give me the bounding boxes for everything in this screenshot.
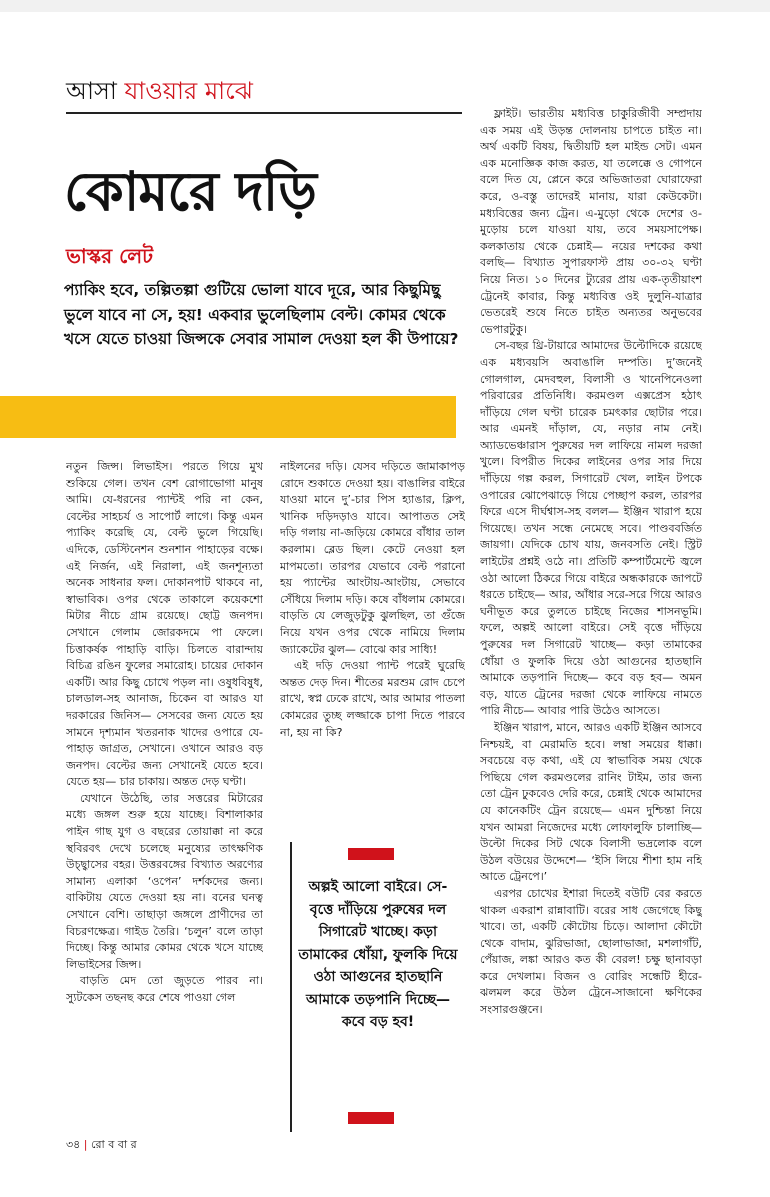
section-heading-highlight: যাওয়ার মাঝে bbox=[124, 77, 253, 105]
article-standfirst: প্যাকিং হবে, তল্পিতল্পা গুটিয়ে ভোলা যাবে দূরে, আর কিছুমিছু ভুলে যাবে না সে, হয়! একবার ভুলেছিলাম বেল্ট। কোমর থেকে খসে যেতে চাওয়া জিন্সকে সেবার সামাল দেওয়া হল কী উপায়ে? bbox=[64, 281, 459, 348]
paragraph: নতুন জিন্স। লিভাইস। পরতে গিয়ে মুখ শুকিয়ে গেল। তখন বেশ রোগাভোগা মানুষ আমি। যে-ধরনের প্যান্টই পরি না কেন, বেল্টের সাহচর্য ও সাপোর্ট লাগে। কিন্তু এমন প্যাকিং করেছি যে, বেল্ট ভুলে গিয়েছি। এদিকে, ডেস্টিনেশন শুনশান পাহাড়ের বক্ষে। এই নির্জন, এই নিরালা, এই জনশূন্যতা অনেক সাধনার ফল। দোকানপাট থাকবে না, স্বাভাবিক। ওপর থেকে তাকালে কয়েকশো মিটার নীচে গ্রাম রয়েছে। ছোট্ট জনপদ। সেখানে গেলাম জোরকদমে পা ফেলে। চিত্তাকর্ষক পাহাড়ি বাড়ি। চিলতে বারান্দায় বিচিত্র রঙিন ফুলের সমারোহ। চায়ের দোকান একটি। আর কিছু চোখে পড়ল না। ওষুধবিষুধ, চালডাল-সহ আনাজ, চিকেন বা আরও যা দরকারের জিনিস— সেসবের জন্য যেতে হয় সামনে দৃশ্যমান খতরনাক খাদের ওপারে যে-পাহাড় জাগ্রত, সেখানে। ওখানে আরও বড় জনপদ। বেল্টের জন্য সেখানেই যেতে হবে। যেতে হয়— চার চাকায়। অন্তত দেড় ঘণ্টা। bbox=[66, 460, 263, 789]
section-heading-prefix: আসা bbox=[66, 77, 117, 105]
article-headline: কোমরে দড়ি bbox=[64, 160, 316, 223]
footer-separator: | bbox=[83, 1138, 88, 1151]
pull-quote-top-bar bbox=[348, 848, 394, 860]
author-byline: ভাস্কর লেট bbox=[66, 244, 153, 268]
paragraph: এরপর চোখের ইশারা দিতেই বউটি বের করতে থাকল একরাশ রান্নাবাটি। বরের সাধ জেগেছে কিছু খাবে। তা, একটি কৌটোয় চিড়ে। আলাদা কৌটো থেকে বাদাম, ঝুরিভাজা, ছোলাভাজা, মশলাগাঁট, পেঁয়াজ, লঙ্কা আরও কত কী বেরল! চক্ষু ছানাবড়া করে দেখলাম। বিজন ও বোরিং সন্ধেটি হীরে-ঝলমল করে উঠল ট্রেনে-সাজানো ক্ষণিকের সংসারগুঞ্জনে। bbox=[480, 886, 702, 1017]
pull-quote-text: অল্পই আলো বাইরে। সে-বৃত্তে দাঁড়িয়ে পুরুষের দল সিগারেট খাচ্ছে। কড়া তামাকের ধোঁয়া, ফুলকি দিয়ে ওঠা আগুনের হাতছানি আমাকে তড়পানি দিচ্ছে— কবে বড় হব! bbox=[298, 879, 458, 1030]
paragraph: যেখানে উঠেছি, তার সত্তরের মিটারের মধ্যে জঙ্গল শুরু হয়ে যাচ্ছে। বিশালাকার পাইন গাছ যুগ ও বছরের তোয়াক্কা না করে স্থবিরবৎ দেখে চলেছে মনুষ্যের তাৎক্ষণিক উচ্ছ্বাসের বহর। উত্তরবঙ্গের বিখ্যাত অরণ্যের সামান্য এলাকা ‘ওপেন’ দর্শকদের জন্য। বাকিটায় যেতে দেওয়া হয় না। বনের ঘনত্ব সেখানে বেশি। তাছাড়া জঙ্গলে প্রাণীদের তা বিচরণক্ষেত্র। গাইড তৈরি। ‘চলুন’ বলে তাড়া দিচ্ছে। কিন্তু আমার কোমর থেকে খসে যাচ্ছে লিভাইসের জিন্স। bbox=[66, 791, 263, 971]
paragraph: ফ্লাইট। ভারতীয় মধ্যবিত্ত চাকুরিজীবী সম্প্রদায় এক সময় এই উড়ন্ত দোলনায় চাপতে চাইত না। অর্থ একটি বিষয়, দ্বিতীয়টি হল মাইন্ড সেট। এমন এক মনোজ্ঞিক কাজ করত, যা তলেক্কে ও গোপনে বলে দিত যে, প্লেনে করে অভিজাতরা ঘোরাফেরা করে, ও-বস্তু তাদেরই মানায়, যারা কেউকেটা। মধ্যবিত্তের জন্য ট্রেন। এ-মুড়ো থেকে দেশের ও-মুড়োয় চলে যাওয়া যায়, তবে সময়সাপেক্ষ। কলকাতায় থেকে চেন্নাই— নয়ের দশকের কথা বলছি— বিখ্যাত সুপারফাস্ট প্রায় ৩০-৩২ ঘণ্টা নিয়ে নিত। ১০ দিনের ট্যুরের প্রায় এক-তৃতীয়াংশ ট্রেনেই কাবার, কিন্তু মধ্যবিত্ত ওই দুলুনি-যাত্রার ভেতরেই শুষে নিতে চাইত অন্যতর অনুভবের ভেপারটুকু। bbox=[480, 107, 702, 336]
pull-quote-box bbox=[290, 842, 464, 1132]
page-footer bbox=[66, 1138, 137, 1152]
paragraph: নাইলনের দড়ি। যেসব দড়িতে জামাকাপড় রোদে শুকাতে দেওয়া হয়। বাঙালির বাইরে যাওয়া মানে দু’-চার পিস হ্যাঙার, ক্লিপ, খানিক দড়িদড়াও যাবে। আপাতত সেই দড়ি গলায় না-জড়িয়ে কোমরে বাঁধার তাল করলাম। ব্লেড ছিল। কেটে নেওয়া হল মাপমতো। তারপর যেভাবে বেল্ট পরানো হয় প্যান্টের আংটায়-আংটায়, সেভাবে সেঁধিয়ে দিলাম দড়ি। কষে বাঁধলাম কোমরে। বাড়তি যে লেজুড়টুকু ঝুলছিল, তা গুঁজে নিয়ে যখন ওপর থেকে নামিয়ে দিলাম জ্যাকেটের ঝুল— বোঝে কার সাধ্যি! bbox=[280, 460, 465, 656]
publication-name: রো ব বা র bbox=[91, 1138, 137, 1151]
body-column-2 bbox=[280, 459, 465, 829]
page-number: ৩৪ bbox=[66, 1138, 81, 1151]
body-column-1 bbox=[66, 459, 263, 1119]
paragraph: ইঞ্জিন খারাপ, মানে, আরও একটি ইঞ্জিন আসবে নিশ্চয়ই, বা মেরামতি হবে। লম্বা সময়ের ধাক্কা। সবচেয়ে বড় কথা, এই যে স্বাভাবিক সময় থেকে পিছিয়ে গেল করমণ্ডলের রানিং টাইম, তার জন্য তো ট্রেন ঢুকবেও দেরি করে, চেন্নাই থেকে আমাদের যে কানেকটিং ট্রেন রয়েছে— এমন দুশ্চিন্তা নিয়ে যখন আমরা নিজেদের মধ্যে লোফালুফি চালাচ্ছি— উল্টো দিকের সিট থেকে বিলাসী ভদ্রলোক বলে উঠল বউয়ের উদ্দেশে— ‘ইসি লিয়ে শীশা হাম নহি আতে ট্রেনপে।’ bbox=[480, 720, 702, 884]
decorative-yellow-band bbox=[0, 396, 456, 438]
paragraph: এই দড়ি দেওয়া প্যান্ট পরেই ঘুরেছি অন্তত দেড় দিন। শীতের মরশুম রোদ চেপে রাখে, স্বপ্ন ঢেকে রাখে, আর আমার পাতলা কোমরের তুচ্ছ লজ্জাকে চাপা দিতে পারবে না, হয় না কি? bbox=[280, 659, 465, 739]
paragraph: সে-বছর থ্রি-টায়ারে আমাদের উল্টোদিকে রয়েছে এক মধ্যবয়সি অবাঙালি দম্পতি। দু’জনেই গোলগাল, মেদবহুল, বিলাসী ও খানেপিনেওলা পরিবারের প্রতিনিধি। করমণ্ডল এক্সপ্রেস হঠাৎ দাঁড়িয়ে গেল ঘণ্টা চারেক চমৎকার ছোটার পরে। আর এমনই দাঁড়াল, যে, নড়ার নাম নেই। অ্যাডভেঞ্চারাস পুরুষের দল লাফিয়ে নামল দরজা খুলে। বিপরীত দিকের লাইনের ওপর সার দিয়ে দাঁড়িয়ে গল্প করল, সিগারেট খেল, লাইন টপকে ওপারের ঝোপেঝাড়ে গিয়ে পেচ্ছাপ করল, তারপর ফিরে এসে দীর্ঘশ্বাস-সহ বলল— ইঞ্জিন খারাপ হয়ে গিয়েছে। তখন সন্ধে নেমেছে সবে। পাণ্ডববর্জিত জায়গা। যেদিকে চোখ যায়, জনবসতি নেই। স্ট্রিট লাইটের প্রশ্নই ওঠে না। প্রতিটি কম্পার্টমেন্টে জ্বলে ওঠা আলো ঠিকরে গিয়ে বাইরে অন্ধকারকে জাপটে ধরতে চাইছে— আর, আঁধার সরে-সরে গিয়ে আরও ঘনীভূত করে তুলতে চাইছে নিজের শাসনভূমি। ফলে, অল্পই আলো বাইরে। সেই বৃত্তে দাঁড়িয়ে পুরুষের দল সিগারেট খাচ্ছে— কড়া তামাকের ধোঁয়া ও ফুলকি দিয়ে ওঠা আগুনের হাতছানি আমাকে তড়পানি দিচ্ছে— কবে বড় হব— অমন বড়, যাতে ট্রেনের দরজা থেকে লাফিয়ে নামতে পারি নীচে— আবার পারি উঠেও আসতে। bbox=[480, 339, 702, 718]
section-rule bbox=[66, 112, 462, 114]
section-heading bbox=[66, 76, 253, 106]
top-strip bbox=[0, 0, 770, 12]
body-column-3 bbox=[480, 106, 702, 1124]
paragraph: বাড়তি মেদ তো জুড়তে পারব না। স্যুটকেস তছনছ করে শেষে পাওয়া গেল bbox=[66, 974, 263, 1004]
pull-quote-bottom-bar bbox=[348, 1112, 394, 1124]
